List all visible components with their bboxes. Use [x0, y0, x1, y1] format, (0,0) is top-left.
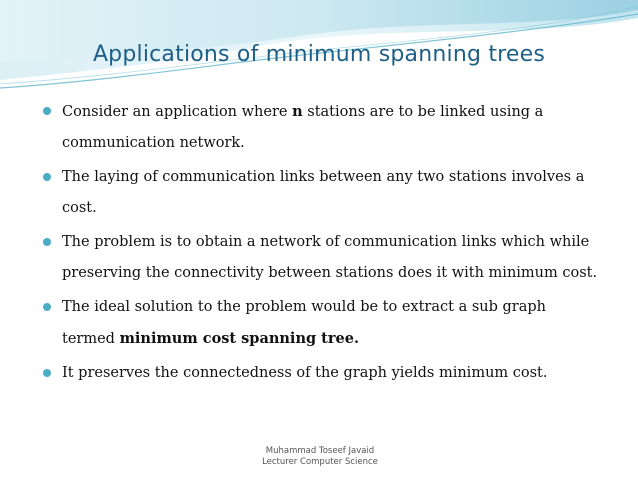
- bullet-bold-text: minimum cost spanning tree.: [119, 330, 360, 347]
- bullet-text: stations are to be linked using a communication network.: [62, 104, 544, 151]
- bullet-text: Consider an application where: [62, 104, 293, 120]
- bullet-marker-icon: [43, 173, 51, 181]
- bullet-item: [42, 227, 602, 289]
- footer-name: Muhammad Toseef Javaid: [265, 446, 375, 456]
- bullet-text: It preserves the connectedness of the graph yields minimum cost.: [62, 365, 548, 381]
- bullet-list: [42, 96, 602, 392]
- bullet-item: [42, 162, 602, 224]
- bullet-text: The ideal solution to the problem would be to extract a sub graph termed: [62, 299, 546, 347]
- bullet-marker-icon: [43, 238, 51, 246]
- slide-title: Applications of minimum spanning trees: [92, 42, 546, 67]
- footer-role: Lecturer Computer Science: [262, 457, 378, 467]
- bullet-item: [42, 96, 602, 159]
- footer-author: [250, 446, 390, 468]
- bullet-item: [42, 292, 602, 355]
- bullet-bold-text: n: [292, 103, 303, 120]
- bullet-text: The problem is to obtain a network of communication links which while preserving the connectivity between stations does it with minimum cost.: [62, 234, 598, 281]
- bullet-marker-icon: [43, 369, 51, 377]
- bullet-item: [42, 358, 602, 389]
- bullet-text: The laying of communication links between any two stations involves a cost.: [62, 169, 585, 216]
- bullet-marker-icon: [43, 107, 51, 115]
- bullet-marker-icon: [43, 303, 51, 311]
